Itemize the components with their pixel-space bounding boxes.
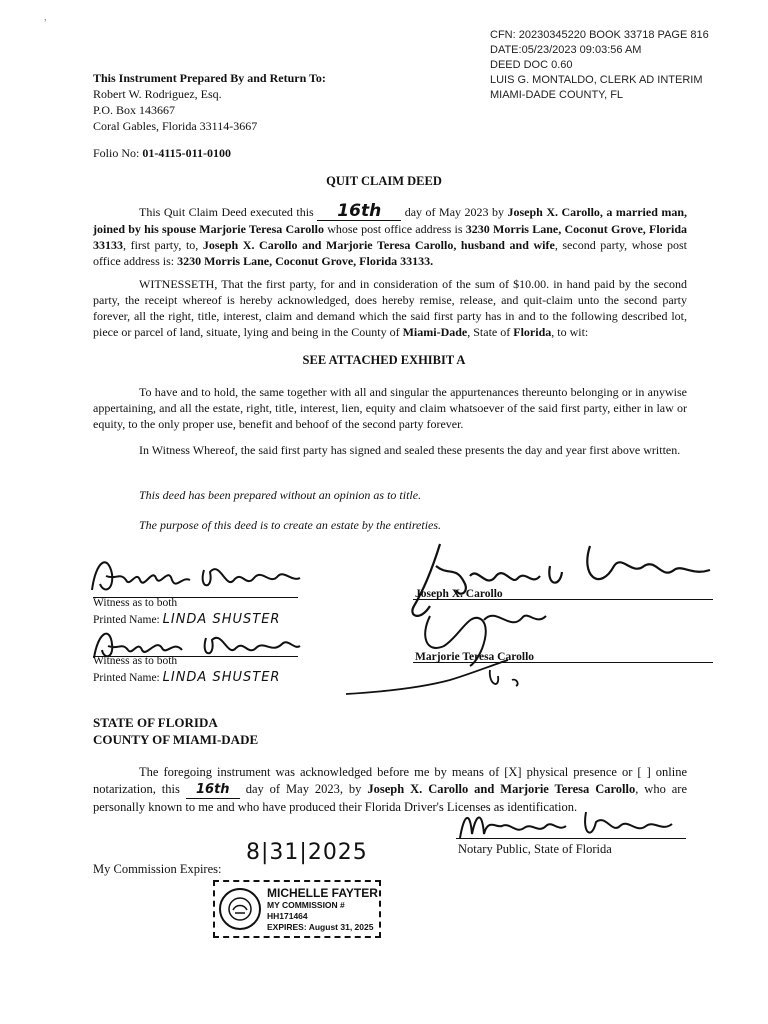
folio-label: Folio No: [93, 146, 140, 160]
prepared-by-block [93, 70, 326, 134]
witness1-label: Witness as to both [93, 597, 178, 609]
printed1-label: Printed Name: [93, 614, 160, 626]
ack-names: Joseph X. Carollo and Marjorie Teresa Carollo [367, 782, 636, 796]
witness1-signature [86, 550, 306, 600]
p1-to: , first party, to, [123, 238, 199, 252]
p1-start: This Quit Claim Deed executed this [139, 205, 314, 219]
notary-stamp-text [267, 886, 379, 933]
prepared-by-pobox: P.O. Box 143667 [93, 103, 176, 117]
paragraph-in-witness [93, 442, 687, 458]
p2-text: WITNESSETH, That the first party, for and in consideration of the sum of $10.00. in hand paid by the second party, the receipt whereof is hereby acknowledged, does hereby remise, release, and quit-claim unto the second party forever, all the right, title, interest, claim and demand which the said first party has in and to the following described lot, piece or parcel of land, situate, lying and being in the County of [93, 277, 687, 339]
folio-line [93, 146, 231, 161]
printed1-name: LINDA SHUSTER [162, 612, 281, 627]
note-estate-entireties: The purpose of this deed is to create an estate by the entireties. [139, 518, 442, 532]
printed2-label: Printed Name: [93, 672, 160, 684]
prepared-by-name: Robert W. Rodriguez, Esq. [93, 87, 222, 101]
recording-cfn: CFN: 20230345220 BOOK 33718 PAGE 816 [490, 29, 709, 41]
day-blank [317, 201, 401, 221]
stamp-name: MICHELLE FAYTER [267, 886, 378, 900]
p2-end: , to wit: [551, 325, 589, 339]
commission-label: My Commission Expires: [93, 862, 222, 876]
ack-day-blank [186, 781, 240, 799]
document-title: QUIT CLAIM DEED [326, 174, 442, 188]
ack-text-c: , who are personally known to me and who have produced their Florida Driver's Licenses as identification. [93, 782, 688, 814]
notary-line [456, 838, 686, 839]
venue-state: STATE OF FLORIDA [93, 715, 218, 730]
p1-second-tail: , second party, whose post office address is: [93, 238, 687, 268]
signer2-name: Marjorie Teresa Carollo [415, 651, 535, 663]
stamp-expires: EXPIRES: August 31, 2025 [267, 922, 374, 932]
printed2-line [93, 670, 280, 685]
recording-deed-doc: DEED DOC 0.60 [490, 59, 573, 71]
witness2-label: Witness as to both [93, 655, 178, 667]
ack-text-a: The foregoing instrument was acknowledged before me by means of [X] physical presence or [ ] online notarization, this [93, 765, 687, 796]
recording-county: MIAMI-DADE COUNTY, FL [490, 89, 624, 101]
p2-county: Miami-Dade [402, 325, 468, 339]
ack-day-handwritten: 16th [195, 782, 230, 797]
recording-date: DATE:05/23/2023 09:03:56 AM [490, 44, 642, 56]
note-no-title-opinion: This deed has been prepared without an opinion as to title. [139, 488, 422, 502]
recording-info [490, 28, 709, 103]
handwritten-day: 16th [337, 201, 382, 221]
stamp-commission: MY COMMISSION # HH171464 [267, 900, 345, 921]
recording-clerk: LUIS G. MONTALDO, CLERK AD INTERIM [490, 74, 703, 86]
signer2-signature [340, 640, 540, 700]
prepared-by-header: This Instrument Prepared By and Return To: [93, 71, 326, 85]
stray-mark: , [44, 12, 47, 23]
signer1-name: Joseph X. Carollo [415, 588, 503, 600]
paragraph-parties [93, 201, 688, 269]
printed2-name: LINDA SHUSTER [162, 670, 281, 685]
p1-second-party: Joseph X. Carollo and Marjorie Teresa Carollo, husband and wife [202, 238, 555, 252]
commission-handwritten: 8|31|2025 [246, 840, 368, 865]
notary-label: Notary Public, State of Florida [458, 842, 612, 856]
notary-stamp [213, 880, 381, 938]
paragraph-witnesseth [93, 276, 687, 340]
folio-number: 01-4115-011-0100 [142, 146, 232, 160]
p4-text: In Witness Whereof, the said first party has signed and sealed these presents the day and year first above written. [139, 443, 681, 457]
p1-mid: day of May 2023 by [404, 205, 504, 219]
p1-address1: 3230 Morris Lane, Coconut Grove, Florida 33133 [93, 222, 688, 252]
p1-address2: 3230 Morris Lane, Coconut Grove, Florida 33133. [177, 254, 434, 268]
ack-text-b: day of May 2023, by [245, 782, 362, 796]
notary-seal-icon [219, 888, 261, 930]
venue-county: COUNTY OF MIAMI-DADE [93, 732, 259, 747]
p1-whose: whose post office address is [327, 222, 463, 236]
p2-state: Florida [513, 325, 552, 339]
exhibit-heading: SEE ATTACHED EXHIBIT A [302, 353, 466, 367]
p1-first-party: Joseph X. Carollo, a married man, joined by his spouse Marjorie Teresa Carollo [93, 205, 688, 236]
p3-text: To have and to hold, the same together with all and singular the appurtenances thereunto belonging or in anywise appertaining, and all the estate, right, title, interest, lien, equity and claim whatsoever of the said first party, either in law or equity, to the only proper use, benefit and behoof of the second party forever. [93, 385, 687, 431]
prepared-by-city: Coral Gables, Florida 33114-3667 [93, 119, 258, 133]
venue-block [93, 714, 258, 748]
p2-state-pre: , State of [467, 325, 511, 339]
paragraph-habendum [93, 384, 687, 432]
